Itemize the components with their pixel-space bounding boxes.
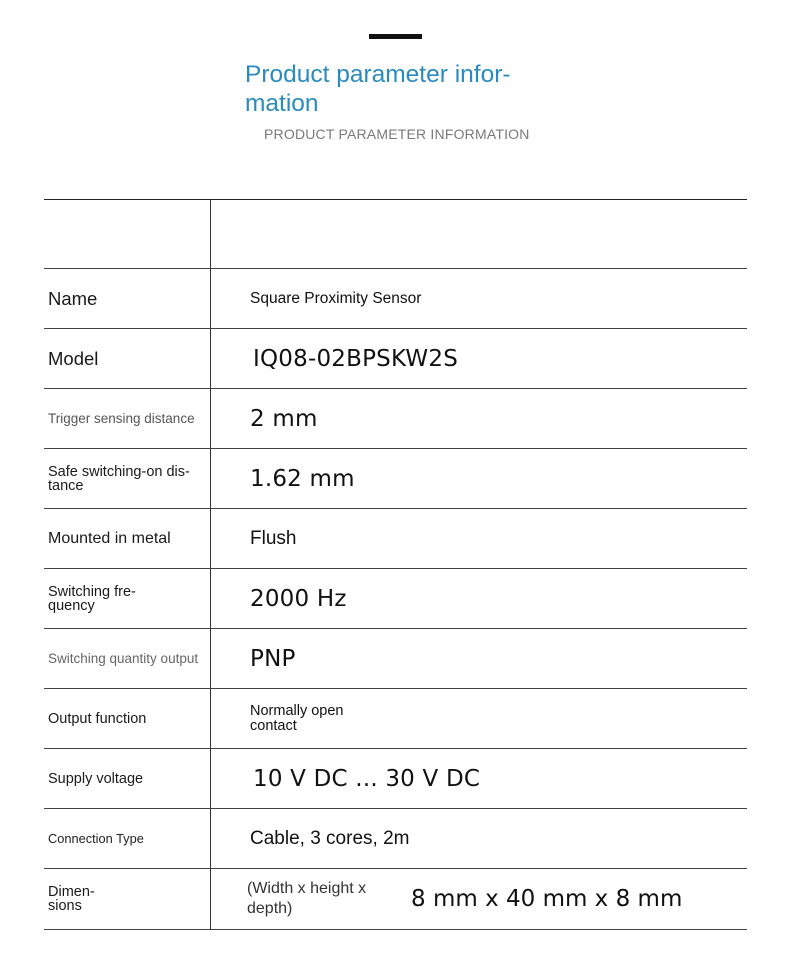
row-value-connection-type: Cable, 3 cores, 2m	[250, 827, 410, 849]
table-row	[44, 329, 747, 389]
row-label-connection-type: Connection Type	[48, 830, 144, 846]
table-row	[44, 809, 747, 869]
table-header-row	[44, 200, 747, 269]
row-value-name: Square Proximity Sensor	[250, 290, 422, 307]
column-divider	[210, 629, 211, 688]
column-divider	[210, 749, 211, 808]
column-divider	[210, 809, 211, 868]
column-divider	[210, 449, 211, 508]
column-divider	[210, 329, 211, 388]
table-row	[44, 449, 747, 509]
row-label-name: Name	[48, 287, 98, 309]
row-label-safe-distance: Safe switching-on dis- tance	[48, 463, 190, 494]
parameter-table	[44, 199, 747, 930]
row-label-supply-voltage: Supply voltage	[48, 770, 144, 787]
column-divider	[210, 269, 211, 328]
column-divider	[210, 200, 211, 268]
table-row	[44, 389, 747, 449]
page-title: Product parameter infor- mation	[245, 61, 511, 117]
column-divider	[210, 569, 211, 628]
table-row	[44, 629, 747, 689]
row-label-output-type: Switching quantity output	[48, 650, 199, 666]
row-label-model: Model	[48, 347, 99, 369]
column-divider	[210, 689, 211, 748]
row-value-output-type: PNP	[250, 645, 296, 672]
row-value-output-function: Normally open contact	[250, 702, 344, 734]
row-value-model: IQ08-02BPSKW2S	[253, 345, 459, 372]
table-row	[44, 749, 747, 809]
table-row	[44, 689, 747, 749]
page-subtitle: PRODUCT PARAMETER INFORMATION	[264, 126, 530, 142]
row-value-trigger-distance: 2 mm	[250, 405, 318, 432]
row-label-output-function: Output function	[48, 710, 147, 727]
row-label-frequency: Switching fre- quency	[48, 583, 136, 614]
row-value-frequency: 2000 Hz	[250, 585, 347, 612]
row-label-trigger-distance: Trigger sensing distance	[48, 410, 195, 426]
row-note-dimensions: (Width x height x depth)	[247, 880, 367, 917]
column-divider	[210, 509, 211, 568]
row-label-mounting: Mounted in metal	[48, 529, 171, 547]
row-value-mounting: Flush	[250, 527, 297, 549]
row-value-dimensions: 8 mm x 40 mm x 8 mm	[411, 886, 683, 912]
table-row	[44, 569, 747, 629]
row-value-supply-voltage: 10 V DC ... 30 V DC	[253, 765, 481, 792]
table-row	[44, 509, 747, 569]
column-divider	[210, 389, 211, 448]
table-row	[44, 269, 747, 329]
table-row	[44, 869, 747, 930]
row-value-safe-distance: 1.62 mm	[250, 465, 355, 492]
header-accent-bar	[369, 34, 422, 39]
column-divider	[210, 869, 211, 929]
row-label-dimensions: Dimen- sions	[48, 884, 95, 914]
